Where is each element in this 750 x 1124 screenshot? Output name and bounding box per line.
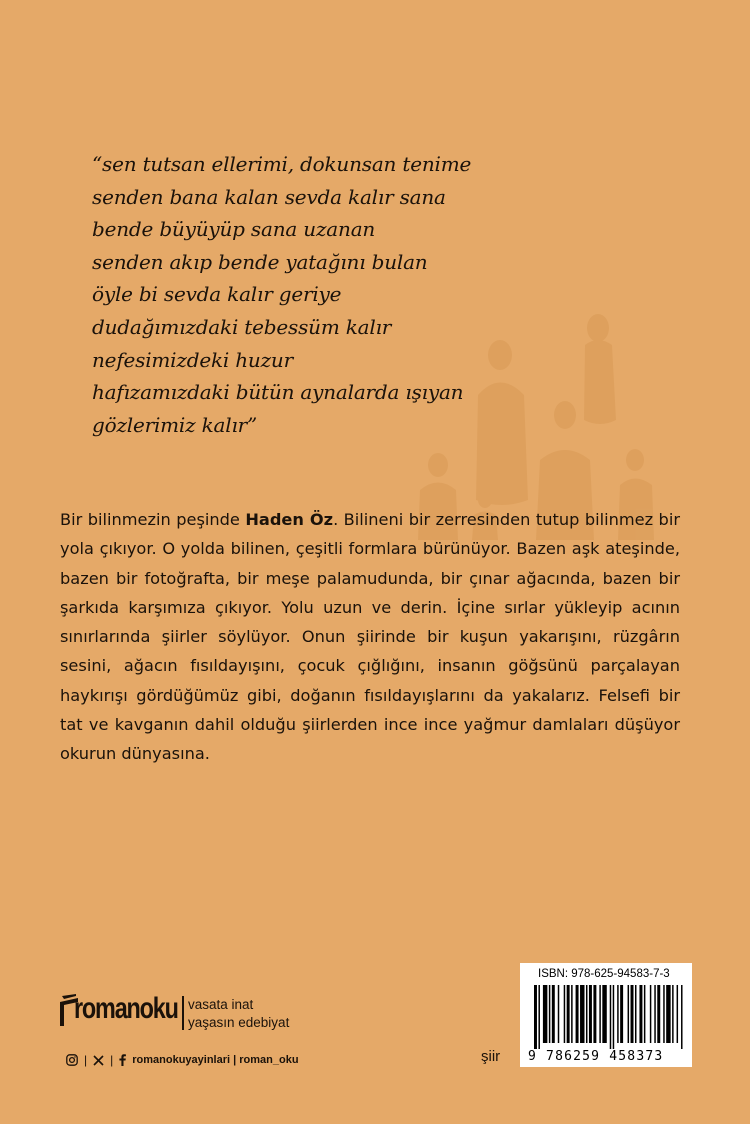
barcode-bar — [593, 985, 596, 1043]
barcode-bar — [677, 985, 678, 1043]
poem-line: senden akıp bende yatağını bulan — [92, 249, 428, 274]
description-body: . Bilineni bir zerresinden tutup bilinmez bir yola çıkıyor. O yolda bilinen, çeşitli formlara bürünüyor. Bazen aşk ateşinde, bazen bir fotoğrafta, bir meşe palamudunda, bir çınar ağacında, bazen bir şarkıda karşımıza çıkıyor. Yolu uzun ve derin. İçine sırlar yükleyip acının sınırlarında şiirler söylüyor. Onun şiirinde bir kuşun yakarışını, rüzgârın sesini, ağacın fısıldayışını, çocuk çığlığını, insanın göğsünü parçalayan haykırışı gördüğümüz gibi, doğanın fısıldayışlarını da yakalarız. Felsefi bir tat ve kavganın dahil olduğu şiirlerden ince ince yağmur damlaları düşüyor okurun dünyasına. — [60, 510, 680, 764]
barcode-bar — [599, 985, 600, 1043]
tagline-line-2: yaşasın edebiyat — [188, 1015, 290, 1030]
publisher-tagline — [188, 996, 289, 1032]
isbn-barcode — [520, 963, 692, 1067]
barcode-bar — [628, 985, 629, 1043]
barcode-bar — [567, 985, 570, 1043]
barcode-bar — [564, 985, 565, 1043]
barcode-bar — [549, 985, 550, 1043]
barcode-bar — [663, 985, 664, 1043]
barcode-bar — [635, 985, 636, 1043]
barcode-bar — [589, 985, 592, 1043]
poem-line: “sen tutsan ellerimi, dokunsan tenime — [92, 152, 472, 176]
instagram-icon — [66, 1054, 78, 1066]
poem-excerpt — [92, 148, 652, 441]
tagline-line-1: vasata inat — [188, 997, 254, 1012]
barcode-bar — [576, 985, 579, 1043]
description-intro: Bir bilinmezin peşinde — [60, 510, 246, 529]
author-name: Haden Öz — [245, 510, 334, 529]
barcode-bar — [558, 985, 559, 1043]
barcode-bar — [602, 985, 606, 1043]
barcode-bar — [610, 985, 611, 1049]
barcode-bar — [631, 985, 634, 1043]
publisher-logo-text: romanoku — [74, 992, 178, 1025]
barcode-bar — [650, 985, 651, 1043]
facebook-icon — [119, 1054, 126, 1066]
social-media-row — [66, 1052, 299, 1068]
isbn-number: ISBN: 978-625-94583-7-3 — [538, 968, 670, 980]
social-handles: romanokuyayinlari | roman_oku — [132, 1054, 299, 1066]
poem-line: hafızamızdaki bütün aynalarda ışıyan — [92, 380, 464, 405]
barcode-bar — [681, 985, 682, 1049]
barcode-bar — [666, 985, 670, 1043]
barcode-digits: 9 786259 458373 — [528, 1049, 664, 1064]
logo-divider — [182, 996, 184, 1030]
publisher-logo — [58, 990, 176, 1034]
barcode-bar — [639, 985, 642, 1043]
barcode-bar — [534, 985, 537, 1049]
barcode-bar — [657, 985, 660, 1043]
poem-line: gözlerimiz kalır” — [92, 412, 258, 437]
barcode-bar — [571, 985, 572, 1043]
separator: | — [84, 1053, 88, 1067]
publisher-block — [58, 990, 358, 1034]
barcode-bar — [620, 985, 623, 1043]
barcode-bar — [613, 985, 614, 1049]
barcode-bar — [617, 985, 618, 1043]
poem-line: nefesimizdeki huzur — [92, 347, 293, 372]
barcode-bars — [534, 985, 684, 1049]
poem-line: bende büyüyüp sana uzanan — [92, 217, 376, 242]
poem-line: öyle bi sevda kalır geriye — [92, 282, 342, 307]
barcode-bar — [552, 985, 555, 1043]
poem-line: senden bana kalan sevda kalır sana — [92, 184, 446, 209]
barcode-bar — [543, 985, 547, 1043]
barcode-bar — [644, 985, 645, 1043]
poem-line: dudağımızdaki tebessüm kalır — [92, 314, 392, 339]
barcode-bar — [580, 985, 584, 1043]
barcode-bar — [586, 985, 587, 1043]
barcode-bar — [672, 985, 673, 1043]
separator: | — [110, 1053, 114, 1067]
genre-label: şiir — [481, 1048, 501, 1065]
x-icon — [93, 1055, 104, 1066]
barcode-bar — [538, 985, 539, 1049]
barcode-bar — [654, 985, 655, 1043]
book-description — [60, 505, 680, 769]
